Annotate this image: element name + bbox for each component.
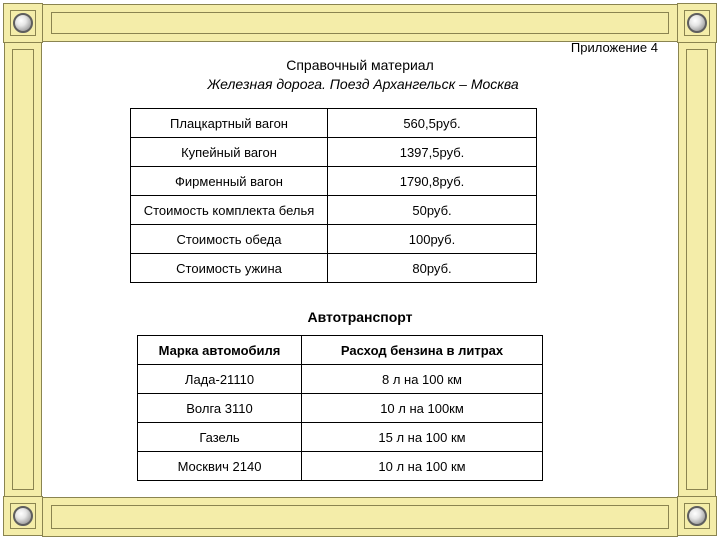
railway-item: Фирменный вагон [131,167,328,196]
table-row [131,225,537,254]
column-header: Марка автомобиля [138,336,302,365]
frame-top-bar [42,4,678,42]
fuel-consumption: 10 л на 100км [302,394,543,423]
circle-icon [13,506,33,526]
table-row [138,423,543,452]
auto-section-title: Автотранспорт [307,309,413,325]
circle-icon [13,13,33,33]
railway-price: 50руб. [328,196,537,225]
table-row [138,452,543,481]
car-model: Волга 3110 [138,394,302,423]
table-row [131,138,537,167]
railway-item: Стоимость ужина [131,254,328,283]
table-row [131,254,537,283]
table-row [138,365,543,394]
table-row [131,196,537,225]
fuel-consumption: 15 л на 100 км [302,423,543,452]
car-model: Газель [138,423,302,452]
appendix-label: Приложение 4 [570,40,658,55]
auto-consumption-table [137,335,543,481]
circle-icon [687,13,707,33]
corner-knob-top-left [3,3,43,43]
table-row [131,167,537,196]
railway-item: Плацкартный вагон [131,109,328,138]
railway-price: 100руб. [328,225,537,254]
railway-price: 1790,8руб. [328,167,537,196]
corner-knob-bottom-left [3,496,43,536]
table-row [138,394,543,423]
fuel-consumption: 8 л на 100 км [302,365,543,394]
car-model: Москвич 2140 [138,452,302,481]
circle-icon [687,506,707,526]
car-model: Лада-21110 [138,365,302,394]
table-header-row [138,336,543,365]
page-subtitle: Железная дорога. Поезд Архангельск – Москва [207,76,519,92]
corner-knob-top-right [677,3,717,43]
railway-price: 1397,5руб. [328,138,537,167]
page-title: Справочный материал [286,57,434,73]
corner-knob-bottom-right [677,496,717,536]
frame-left-bar [4,42,42,497]
table-row [131,109,537,138]
frame-right-bar [678,42,716,497]
railway-price: 560,5руб. [328,109,537,138]
railway-item: Стоимость комплекта белья [131,196,328,225]
railway-price-table [130,108,537,283]
railway-item: Стоимость обеда [131,225,328,254]
fuel-consumption: 10 л на 100 км [302,452,543,481]
column-header: Расход бензина в литрах [302,336,543,365]
railway-item: Купейный вагон [131,138,328,167]
railway-price: 80руб. [328,254,537,283]
frame-bottom-bar [42,497,678,537]
